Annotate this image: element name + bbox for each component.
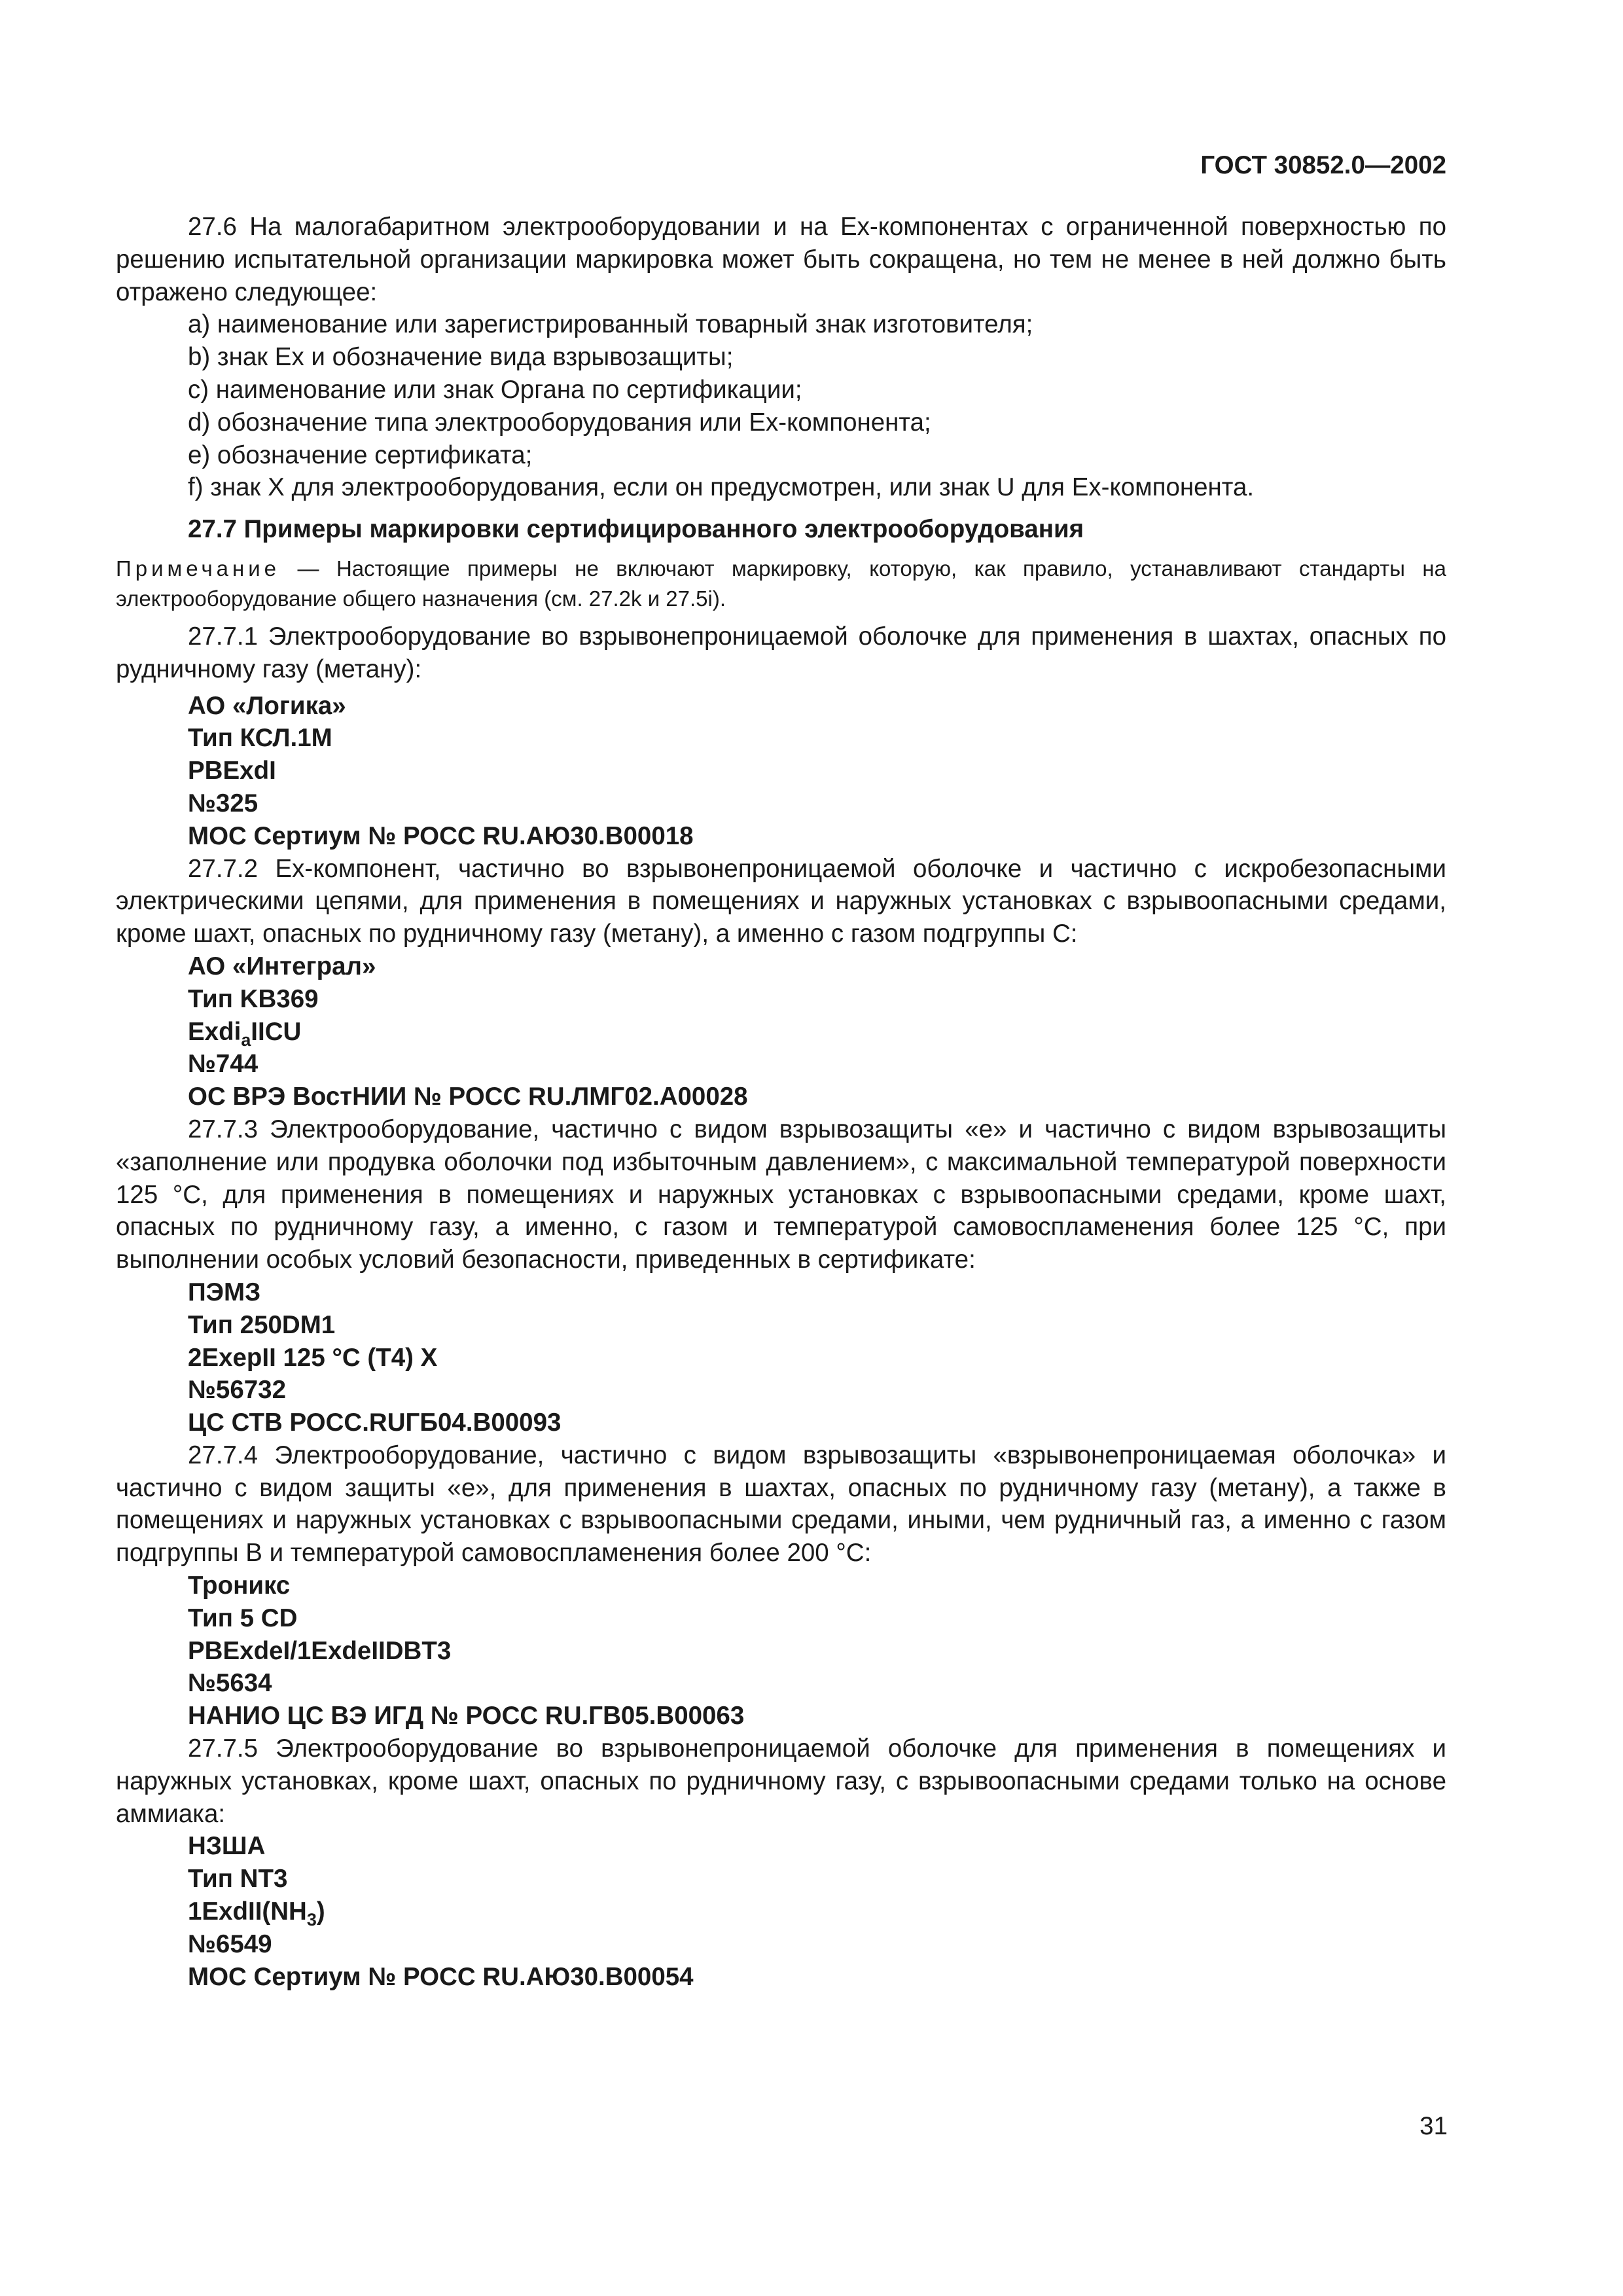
marking-serial-number: №56732: [188, 1376, 286, 1405]
section-heading-27-7: 27.7 Примеры маркировки сертифицированного электрооборудования: [188, 515, 1084, 544]
marking-serial-number: №6549: [188, 1929, 272, 1958]
marking-subscript: 3: [306, 1910, 317, 1930]
marking-type: Тип NT3: [188, 1865, 288, 1893]
list-item-f: f) знак X для электрооборудования, если он предусмотрен, или знак U для Ex-компонента.: [188, 473, 1255, 502]
document-body: [116, 211, 1446, 1993]
marking-type: Тип 5 CD: [188, 1604, 298, 1632]
marking-protection-part: IICU: [251, 1017, 302, 1046]
paragraph-27-7-1: 27.7.1 Электрооборудование во взрывонепроницаемой оболочке для применения в шахтах, опасных по рудничному газу (метану):: [116, 622, 1446, 683]
marking-protection: РВExdI: [188, 757, 276, 785]
marking-serial-number: №325: [188, 789, 259, 817]
marking-certificate: НАНИО ЦС ВЭ ИГД № РОСС RU.ГВ05.В00063: [188, 1702, 745, 1731]
note-label: Примечание: [116, 556, 281, 581]
marking-protection: РВExdeI/1ExdeIIDBT3: [188, 1636, 452, 1665]
marking-manufacturer: НЗША: [188, 1832, 266, 1861]
list-item-b: b) знак Ex и обозначение вида взрывозащиты;: [188, 343, 734, 372]
paragraph-27-7-4: 27.7.4 Электрооборудование, частично с видом взрывозащиты «взрывонепроницаемая оболочка» и частично с видом защиты «е», для применения в шахтах, опасных по рудничному газу (метану), а также в помещениях и наружных установках с взрывоопасными средами, иными, чем рудничный газ, а именно с газом подгруппы В и температурой самовоспламенения более 200 °С:: [116, 1441, 1446, 1568]
marking-manufacturer: АО «Интеграл»: [188, 952, 376, 980]
marking-certificate: МОС Сертиум № РОСС RU.АЮ30.В00018: [188, 821, 694, 850]
paragraph-27-7-3: 27.7.3 Электрооборудование, частично с видом взрывозащиты «е» и частично с видом взрывозащиты «заполнение или продувка оболочки под избыточным давлением», с максимальной температурой поверхности 125 °С, для применения в помещениях и наружных установках с взрывоопасными средами, кроме шахт, опасных по рудничному газу, а именно, с газом и температурой самовоспламенения более 125 °С, при выполнении особых условий безопасности, приведенных в сертификате:: [116, 1115, 1446, 1274]
marking-protection-part: 1ExdII(NH: [188, 1897, 307, 1926]
marking-serial-number: №744: [188, 1050, 259, 1079]
list-item-a: а) наименование или зарегистрированный товарный знак изготовителя;: [188, 310, 1033, 339]
standard-code-header: ГОСТ 30852.0—2002: [1200, 151, 1446, 179]
marking-manufacturer: АО «Логика»: [188, 691, 346, 720]
marking-subscript: a: [241, 1030, 251, 1050]
marking-protection: [116, 1895, 1446, 1928]
marking-protection: 2ExepII 125 °С (Т4) X: [188, 1343, 438, 1372]
marking-manufacturer: ПЭМЗ: [188, 1278, 261, 1306]
paragraph-27-7-5: 27.7.5 Электрооборудование во взрывонепроницаемой оболочке для применения в помещениях и наружных установках, кроме шахт, опасных по рудничному газу, с взрывоопасными средами только на основе аммиака:: [116, 1734, 1446, 1828]
marking-type: Тип КСЛ.1М: [188, 724, 332, 753]
page-number: 31: [1419, 2112, 1448, 2140]
list-item-e: е) обозначение сертификата;: [188, 440, 533, 469]
marking-serial-number: №5634: [188, 1669, 272, 1698]
marking-protection-part: Exdi: [188, 1017, 241, 1046]
list-item-c: с) наименование или знак Органа по сертификации;: [188, 375, 802, 404]
marking-protection-part: ): [316, 1897, 325, 1926]
marking-certificate: МОС Сертиум № РОСС RU.АЮ30.В00054: [188, 1962, 694, 1991]
list-item-d: d) обозначение типа электрооборудования или Ex-компонента;: [188, 408, 931, 437]
note-paragraph: [116, 554, 1446, 614]
marking-type: Тип 250DM1: [188, 1310, 336, 1339]
marking-certificate: ОС ВРЭ ВостНИИ № РОСС RU.ЛМГ02.А00028: [188, 1083, 748, 1111]
marking-manufacturer: Троникс: [188, 1571, 291, 1600]
paragraph-27-6: 27.6 На малогабаритном электрооборудовании и на Ex-компонентах с ограниченной поверхностью по решению испытательной организации маркировка может быть сокращена, но тем не менее в ней должно быть отражено следующее:: [116, 213, 1446, 306]
marking-protection: [116, 1016, 1446, 1049]
note-text: — Настоящие примеры не включают маркировку, которую, как правило, устанавливают стандарты на электрооборудование общего назначения (см. 27.2k и 27.5i).: [116, 556, 1446, 611]
marking-certificate: ЦС СТВ РОСС.RUГБ04.В00093: [188, 1408, 562, 1437]
marking-type: Тип KB369: [188, 984, 319, 1013]
paragraph-27-7-2: 27.7.2 Ex-компонент, частично во взрывонепроницаемой оболочке и частично с искробезопасными электрическими цепями, для применения в помещениях и наружных установках с взрывоопасными средами, кроме шахт, опасных по рудничному газу (метану), а именно с газом подгруппы С:: [116, 854, 1446, 948]
